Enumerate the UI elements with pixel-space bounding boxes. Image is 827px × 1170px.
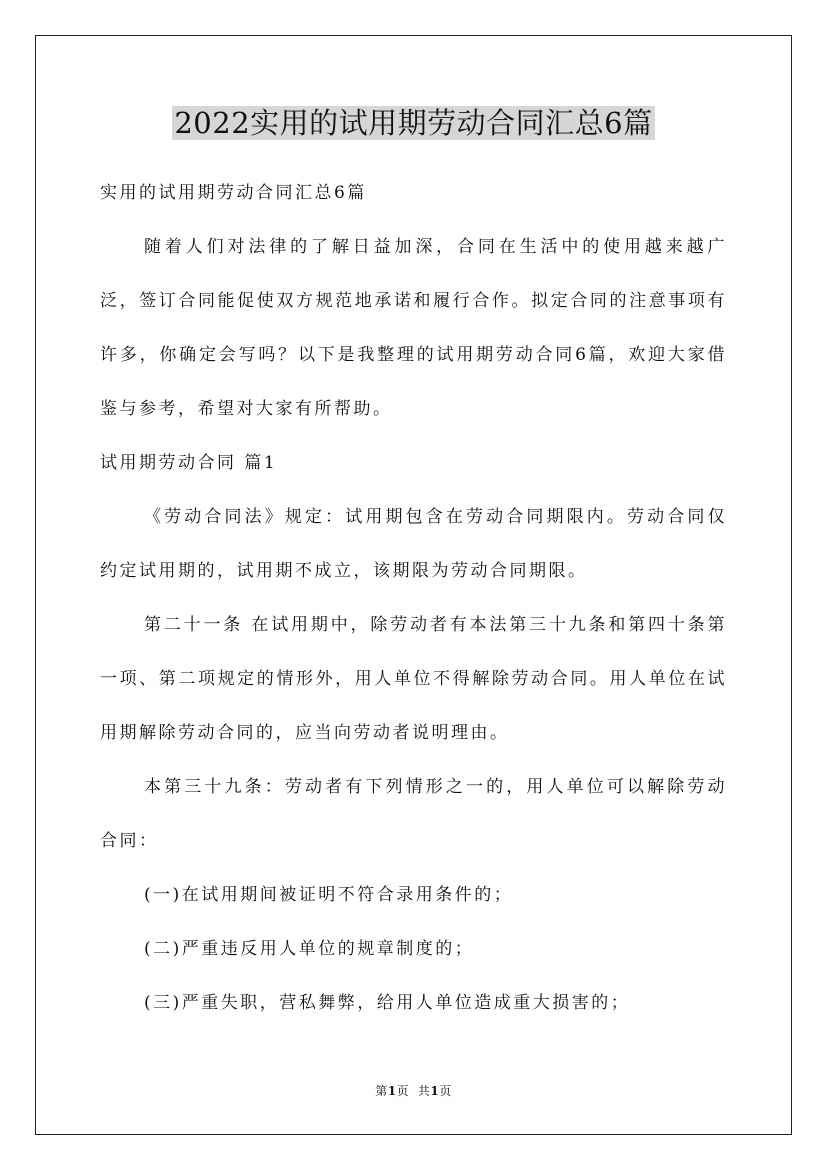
page-label-suffix: 页 <box>396 1084 410 1098</box>
page-label-prefix: 第 <box>375 1084 388 1098</box>
section-paragraph: 《劳动合同法》规定：试用期包含在劳动合同期限内。劳动合同仅约定试用期的，试用期不成立，该期限为劳动合同期限。 <box>100 507 727 581</box>
section-paragraph: 第二十一条 在试用期中，除劳动者有本法第三十九条和第四十条第一项、第二项规定的情形外，用人单位不得解除劳动合同。用人单位在试用期解除劳动合同的，应当向劳动者说明理由。 <box>100 615 727 743</box>
section-paragraph: 本第三十九条：劳动者有下列情形之一的，用人单位可以解除劳动合同： <box>100 777 727 851</box>
document-title <box>0 100 827 146</box>
intro-paragraph: 随着人们对法律的了解日益加深，合同在生活中的使用越来越广泛，签订合同能促使双方规范地承诺和履行合作。拟定合同的注意事项有许多，你确定会写吗？以下是我整理的试用期劳动合同6篇，欢迎大家借鉴与参考，希望对大家有所帮助。 <box>100 237 727 419</box>
list-item: (二)严重违反用人单位的规章制度的； <box>144 939 475 959</box>
list-item: (三)严重失职，营私舞弊，给用人单位造成重大损害的； <box>144 993 631 1013</box>
section-heading: 试用期劳动合同 篇1 <box>100 453 278 473</box>
list-item: (一)在试用期间被证明不符合录用条件的； <box>144 885 514 905</box>
document-title-text: 2022实用的试用期劳动合同汇总6篇 <box>174 106 653 140</box>
document-body <box>100 166 727 1030</box>
document-subtitle: 实用的试用期劳动合同汇总6篇 <box>100 183 367 203</box>
page-number: 1 <box>387 1084 397 1098</box>
page-footer <box>0 1082 827 1099</box>
total-pages: 1 <box>430 1084 440 1098</box>
total-label-suffix: 页 <box>439 1084 452 1098</box>
total-label-prefix: 共 <box>417 1084 431 1098</box>
